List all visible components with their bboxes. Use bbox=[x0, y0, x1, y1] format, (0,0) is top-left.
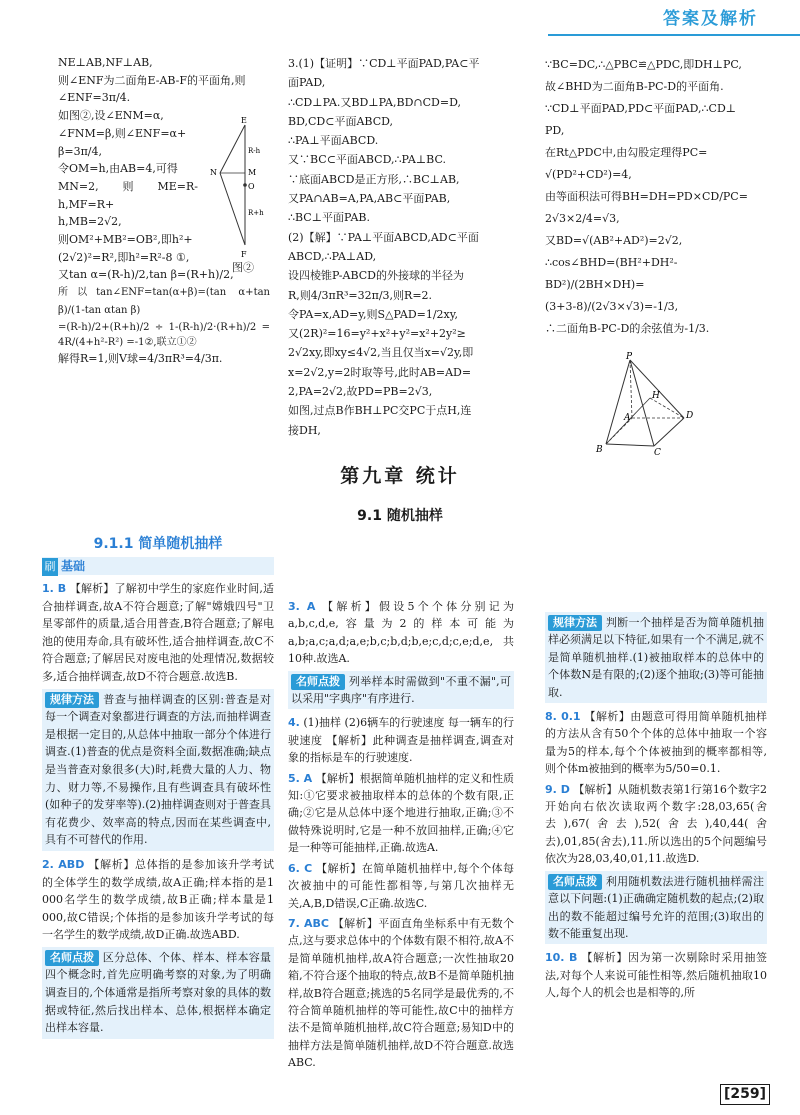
answer-number: 4. bbox=[288, 716, 300, 730]
figure-2-caption: 图② bbox=[232, 261, 254, 274]
text-line: ∴PA⊥平面ABCD. bbox=[288, 134, 379, 148]
method-box bbox=[42, 689, 274, 851]
text-line: ABCD,∴PA⊥AD, bbox=[288, 249, 377, 263]
text-line: 则OM²+MB²=OB²,即h²+ bbox=[58, 233, 193, 247]
tip-box bbox=[42, 947, 274, 1039]
answer-text: 【解析】由题意可得用简单随机抽样的方法从含有50个个体的总体中抽取一个容量为5的样本,每个个体被抽到的概率都相等,则个体m被抽到的概率为5/50=0.1. bbox=[545, 710, 768, 776]
text-line: ∴cos∠BHD=(BH²+DH²-BD²)/(2BH×DH)= bbox=[545, 256, 678, 291]
tip-box bbox=[545, 871, 767, 945]
text-line: PD, bbox=[545, 124, 565, 137]
header-title: 答案及解析 bbox=[663, 9, 758, 29]
answer-8 bbox=[545, 708, 767, 778]
tip-text: 利用随机数法进行随机抽样需注意以下问题:(1)正确确定随机数的起点;(2)取出的数不能超过编号允许的范围;(3)取出的数不能重复出现. bbox=[548, 874, 765, 940]
text-line: =(R-h)/2+(R+h)/2 ÷ 1-(R-h)/2·(R+h)/2 = 4R/(4+h²-R²) =-1②,联立①② bbox=[58, 321, 270, 348]
answer-2 bbox=[42, 856, 274, 944]
answer-5 bbox=[288, 770, 514, 857]
figure-point-label: E bbox=[241, 116, 247, 125]
text-line: ∠FNM=β,则∠ENF=α+ bbox=[58, 126, 187, 140]
tip-box bbox=[288, 671, 514, 710]
text-line: 又∵BC⊂平面ABCD,∴PA⊥BC. bbox=[288, 153, 446, 167]
figure-point-label: R-h bbox=[248, 147, 261, 155]
text-line: R,则4/3πR³=32π/3,则R=2. bbox=[288, 288, 433, 302]
text-line: (2√2)²=R²,即h²=R²-8 ①, bbox=[58, 250, 190, 264]
text-line: ∠ENF=3π/4. bbox=[58, 91, 131, 105]
answer-text: 【解析】假设5个个体分别记为a,b,c,d,e,容量为2的样本可能为a,b;a,c;a,d;a,e;b,c;b,d;b,e;c,d;c,e;d,e,共10种.故选A. bbox=[288, 600, 514, 666]
method-text: 普查与抽样调查的区别:普查是对每一个调查对象都进行调查的方法,而抽样调查是根据一定目的,从总体中抽取一部分个体进行调查.(1)普查的优点是资料全面,数据准确;缺点是当普查对象很多(大)时,耗费大量的人力、物力、财力等,不易操作,且有些调查具有破坏性(如种子的发芽率等).(2)抽样调查则对于普查具有花费少、效率高的特点,因而在某些调查中,具有不可替代的作用. bbox=[45, 692, 271, 847]
text-line: 又tan α=(R-h)/2,tan β=(R+h)/2, bbox=[58, 268, 234, 282]
answer-number: 1. B bbox=[42, 582, 67, 595]
figure-2 bbox=[200, 115, 272, 265]
col3-bottom bbox=[545, 612, 767, 1002]
text-line: 2√2xy,即xy≤4√2,当且仅当x=√2y,即 bbox=[288, 346, 474, 360]
text-line: ∴二面角B-PC-D的余弦值为-1/3. bbox=[545, 322, 710, 335]
answer-text: 【解析】总体指的是参加该升学考试的全体学生的数学成绩,故A正确;样本指的是1 000名学生的数学成绩,故B正确;样本量是1 000,故C错误;个体指的是参加该升学考试的每一名学生的数学成绩,故D正确.故选ABD. bbox=[42, 857, 274, 942]
method-box bbox=[545, 612, 767, 703]
text-line: ∵BC=DC,∴△PBC≌△PDC,即DH⊥PC, bbox=[545, 58, 742, 71]
text-line: 由等面积法可得BH=DH=PD×CD/PC= bbox=[545, 190, 748, 203]
text-line: ∵底面ABCD是正方形,∴BC⊥AB, bbox=[288, 172, 460, 186]
answer-number: 5. A bbox=[288, 771, 313, 785]
col2-top bbox=[288, 54, 508, 440]
answer-number: 3. A bbox=[288, 600, 316, 613]
figure-point-label: C bbox=[654, 448, 661, 456]
answer-number: 6. C bbox=[288, 861, 313, 875]
text-line: 面PAD, bbox=[288, 76, 326, 90]
tip-tag: 名师点拨 bbox=[45, 950, 99, 966]
text-line: 又BD=√(AB²+AD²)=2√2, bbox=[545, 234, 683, 247]
answer-3 bbox=[288, 598, 514, 668]
basics-label: 基础 bbox=[61, 559, 86, 573]
text-line: 如图,过点B作BH⊥PC交PC于点H,连 bbox=[288, 404, 472, 418]
answer-6 bbox=[288, 860, 514, 912]
text-line: (3+3-8)/(2√3×√3)=-1/3, bbox=[545, 300, 679, 313]
text-line: β=3π/4, bbox=[58, 144, 103, 158]
text-line: 3.(1)【证明】∵CD⊥平面PAD,PA⊂平 bbox=[288, 57, 480, 70]
answer-number: 8. 0.1 bbox=[545, 710, 581, 724]
page-number: [259] bbox=[720, 1084, 770, 1105]
tip-tag: 名师点拨 bbox=[548, 874, 602, 890]
text-line: ∴BC⊥平面PAB. bbox=[288, 211, 370, 225]
text-line: 如图②,设∠ENM=α, bbox=[58, 109, 164, 123]
answer-number: 10. B bbox=[545, 951, 578, 965]
subsection-title: 9.1.1 简单随机抽样 bbox=[93, 536, 223, 552]
figure-point-label: F bbox=[241, 250, 247, 259]
text-line: h,MB=2√2, bbox=[58, 215, 122, 229]
text-line: 解得R=1,则V球=4/3πR³=4/3π. bbox=[58, 351, 223, 365]
text-line: 令PA=x,AD=y,则S△PAD=1/2xy, bbox=[288, 307, 459, 321]
answer-number: 7. ABC bbox=[288, 916, 329, 930]
header-divider bbox=[548, 34, 800, 36]
text-line: 在Rt△PDC中,由勾股定理得PC= bbox=[545, 146, 708, 159]
answer-text: 【解析】了解初中学生的家庭作业时间,适合抽样调查,故A不符合题意;了解"嫦娥四号"卫星零部件的质量,适合用普查,B符合题意;了解电池的使用寿命,具有破坏性,适合抽样调查,故C不符合题意;了解居民对废电池的处理情况,数据较多,适合抽样调查,故D不符合题意.故选B. bbox=[42, 582, 275, 683]
tip-text: 列举样本时需做到"不重不漏",可以采用"字典序"有序进行. bbox=[291, 674, 511, 706]
figure-point-label: P bbox=[626, 352, 633, 362]
text-line: 接DH, bbox=[288, 423, 321, 437]
answer-text: 【解析】在简单随机抽样中,每个个体每次被抽中的可能性都相等,与第几次抽样无关,A,B,D错误,C正确.故选C. bbox=[288, 861, 514, 910]
answer-9 bbox=[545, 781, 767, 868]
col3-top bbox=[545, 54, 767, 340]
answer-text: 【解析】因为第一次剔除时采用抽签法,对每个人来说可能性相等,然后随机抽取10人,每个人的机会也是相等的,所 bbox=[545, 951, 768, 1000]
text-line: ∵CD⊥平面PAD,PD⊂平面PAD,∴CD⊥ bbox=[545, 102, 737, 115]
method-tag: 规律方法 bbox=[548, 615, 602, 631]
col1-bottom bbox=[42, 580, 274, 1039]
pyramid-figure bbox=[592, 352, 702, 456]
answer-number: 9. D bbox=[545, 782, 570, 796]
text-line: BD,CD⊂平面ABCD, bbox=[288, 114, 394, 128]
text-line: ∴CD⊥PA.又BD⊥PA,BD∩CD=D, bbox=[288, 95, 461, 109]
basics-banner bbox=[42, 557, 274, 575]
text-line: 设四棱锥P-ABCD的外接球的半径为 bbox=[288, 269, 464, 283]
text-line: √(PD²+CD²)=4, bbox=[545, 168, 632, 181]
method-text: 判断一个抽样是否为简单随机抽样必须满足以下特征,如果有一个不满足,就不是简单随机抽样.(1)被抽取样本的总体中的个体数N是有限的;(2)逐个抽取;(3)等可能抽取. bbox=[548, 616, 765, 699]
answer-text: (1)抽样 (2)6辆车的行驶速度 每一辆车的行驶速度 【解析】此种调查是抽样调查,调查对象的指标是车的行驶速度. bbox=[288, 716, 515, 765]
text-line: (2)【解】∵PA⊥平面ABCD,AD⊂平面 bbox=[288, 230, 479, 244]
basics-mark: 刷 bbox=[42, 558, 58, 576]
figure-point-label: R+h bbox=[248, 209, 264, 217]
answer-text: 【解析】根据简单随机抽样的定义和性质知:①它要求被抽取样本的总体的个数有限,正确;②它是从总体中逐个地进行抽取,正确;③不做特殊说明时,它是一种不放回抽样,正确;④它是一种等可能抽样,正确.故选A. bbox=[288, 771, 514, 855]
text-line: 又(2R)²=16=y²+x²+y²=x²+2y²≥ bbox=[288, 327, 466, 341]
answer-text: 【解析】平面直角坐标系中有无数个点,这与要求总体中的个体数有限不相符,故A不是简单随机抽样,故A符合题意;一次性抽取20箱,不符合逐个抽取的特点,故B不是简单随机抽样,故B符合题意;挑选的5名同学是最优秀的,不符合简单随机抽样的等可能性,故C中的抽样方法不是简单随机抽样,故C符合题意;易知D中的抽样方法是简单随机抽样,故D不符合题意.故选ABC. bbox=[288, 916, 514, 1070]
text-line: 所以tan∠ENF=tan(α+β)=(tan α+tan β)/(1-tan αtan β) bbox=[58, 287, 270, 316]
tip-text: 区分总体、个体、样本、样本容量四个概念时,首先应明确考察的对象,为了明确调查目的,个体通常是指所考察对象的具体的数据或特征,然后找出样本、总体,根据样本确定出样本容量. bbox=[45, 950, 271, 1035]
answer-7 bbox=[288, 915, 514, 1072]
text-line: 2,PA=2√2,故PD=PB=2√3, bbox=[288, 385, 433, 399]
figure-point-label: M bbox=[248, 168, 257, 177]
text-line: 2√3×2/4=√3, bbox=[545, 212, 620, 225]
text-line: 故∠BHD为二面角B-PC-D的平面角. bbox=[545, 80, 724, 93]
chapter-title: 第九章 统计 bbox=[340, 465, 460, 487]
figure-point-label: A bbox=[624, 413, 631, 423]
figure-point-label: N bbox=[210, 168, 217, 177]
answer-4 bbox=[288, 714, 514, 766]
section-title: 9.1 随机抽样 bbox=[357, 508, 443, 524]
text-line: 令OM=h,由AB=4,可得 bbox=[58, 162, 178, 176]
text-line: 则∠ENF为二面角E-AB-F的平面角,则 bbox=[58, 73, 246, 87]
text-line: MN=2,则ME=R-h,MF=R+ bbox=[58, 179, 198, 211]
text-line: 又PA∩AB=A,PA,AB⊂平面PAB, bbox=[288, 192, 451, 206]
figure-point-label: O bbox=[248, 182, 255, 191]
text-line: NE⊥AB,NF⊥AB, bbox=[58, 56, 153, 69]
answer-1 bbox=[42, 580, 274, 686]
answer-number: 2. ABD bbox=[42, 857, 85, 871]
answer-10 bbox=[545, 949, 767, 1001]
answer-text: 【解析】从随机数表第1行第16个数字2开始向右依次读取两个数字:28,03,65(舍去),67(舍去),52(舍去),40,44(舍去),01,85(舍去),11.所以选出的5个问题编号依次为28,03,40,01,11.故选D. bbox=[545, 782, 768, 866]
tip-tag: 名师点拨 bbox=[291, 674, 345, 690]
figure-point-label: D bbox=[686, 411, 694, 421]
text-line: x=2√2,y=2时取等号,此时AB=AD= bbox=[288, 365, 472, 379]
figure-point-label: H bbox=[652, 391, 660, 401]
method-tag: 规律方法 bbox=[45, 692, 99, 708]
figure-point-label: B bbox=[596, 445, 603, 455]
col2-bottom bbox=[288, 598, 514, 1072]
